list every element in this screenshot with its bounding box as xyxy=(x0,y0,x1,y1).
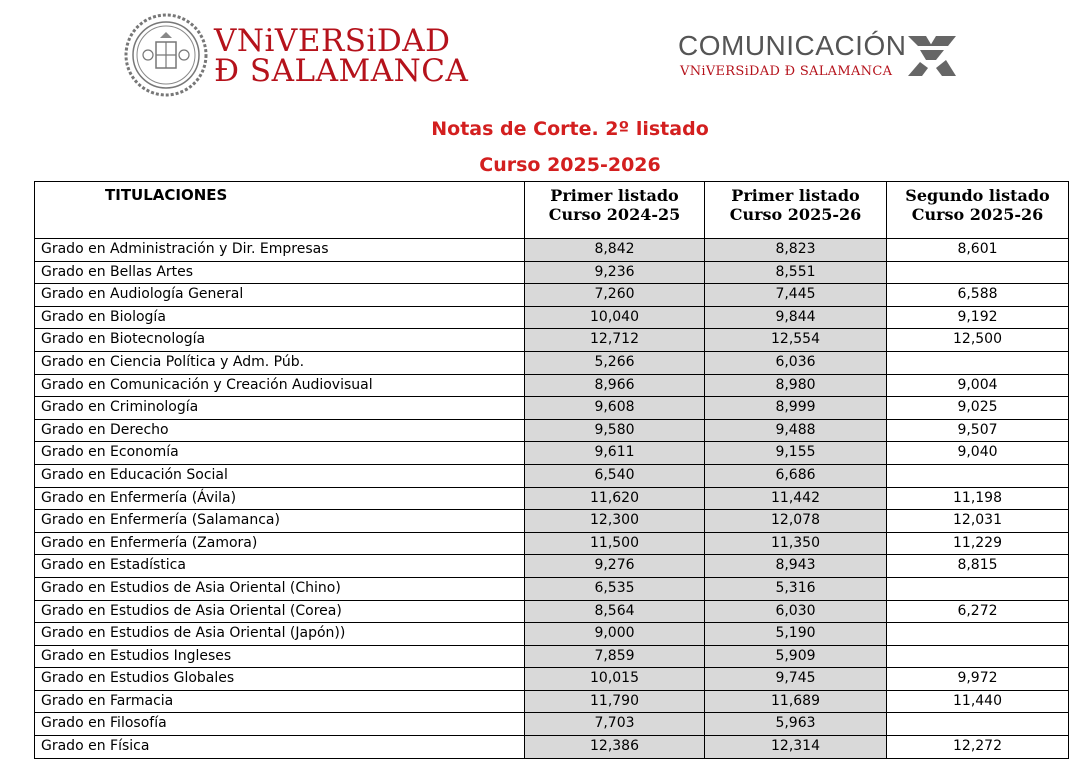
grade-2024-first-cell: 9,000 xyxy=(525,623,705,646)
grade-2025-second-cell: 11,229 xyxy=(887,532,1069,555)
table-row xyxy=(35,577,1069,600)
grade-2025-first-cell: 8,999 xyxy=(705,397,887,420)
grade-2024-first-cell: 7,703 xyxy=(525,713,705,736)
grade-2024-first-cell: 11,790 xyxy=(525,690,705,713)
grade-2025-second-cell: 11,440 xyxy=(887,690,1069,713)
table-row xyxy=(35,690,1069,713)
table-row xyxy=(35,555,1069,578)
table-row xyxy=(35,645,1069,668)
grade-2024-first-cell: 9,580 xyxy=(525,419,705,442)
grade-2024-first-cell: 12,386 xyxy=(525,736,705,759)
grade-2025-first-cell: 8,551 xyxy=(705,261,887,284)
grade-2025-first-cell: 6,686 xyxy=(705,464,887,487)
grade-2025-second-cell: 8,815 xyxy=(887,555,1069,578)
grade-2025-first-cell: 9,155 xyxy=(705,442,887,465)
table-row xyxy=(35,600,1069,623)
grade-2025-second-cell: 9,004 xyxy=(887,374,1069,397)
grade-2025-second-cell: 9,192 xyxy=(887,306,1069,329)
grade-2025-first-cell: 11,350 xyxy=(705,532,887,555)
degree-name-cell: Grado en Estudios de Asia Oriental (Chino) xyxy=(35,577,525,600)
table-row xyxy=(35,623,1069,646)
table-row xyxy=(35,306,1069,329)
degree-name-cell: Grado en Estudios Ingleses xyxy=(35,645,525,668)
grade-2024-first-cell: 11,500 xyxy=(525,532,705,555)
grade-2025-first-cell: 6,030 xyxy=(705,600,887,623)
grade-2024-first-cell: 8,842 xyxy=(525,239,705,262)
degree-name-cell: Grado en Filosofía xyxy=(35,713,525,736)
grade-2025-second-cell xyxy=(887,577,1069,600)
grade-2024-first-cell: 5,266 xyxy=(525,351,705,374)
table-row xyxy=(35,329,1069,352)
grade-2025-first-cell: 12,314 xyxy=(705,736,887,759)
grade-2025-second-cell xyxy=(887,261,1069,284)
column-header-label: Primer listado xyxy=(731,186,860,205)
degree-name-cell: Grado en Criminología xyxy=(35,397,525,420)
column-header-sublabel: Curso 2024-25 xyxy=(548,205,681,224)
grade-2025-first-cell: 12,554 xyxy=(705,329,887,352)
grade-2025-second-cell: 12,500 xyxy=(887,329,1069,352)
grade-2025-second-cell xyxy=(887,351,1069,374)
column-header-titulaciones xyxy=(35,182,525,239)
degree-name-cell: Grado en Estudios de Asia Oriental (Corea) xyxy=(35,600,525,623)
degree-name-cell: Grado en Biotecnología xyxy=(35,329,525,352)
grade-2025-second-cell: 8,601 xyxy=(887,239,1069,262)
grade-2025-first-cell: 12,078 xyxy=(705,510,887,533)
university-seal-icon xyxy=(122,12,210,98)
grade-2024-first-cell: 10,015 xyxy=(525,668,705,691)
grade-2025-second-cell xyxy=(887,623,1069,646)
column-header-sublabel: Curso 2025-26 xyxy=(911,205,1044,224)
grade-2025-first-cell: 6,036 xyxy=(705,351,887,374)
comunicacion-logo-subtitle: VNiVERSiDAD Ð SALAMANCA xyxy=(680,64,893,79)
grade-2025-second-cell: 9,040 xyxy=(887,442,1069,465)
grade-2025-first-cell: 9,488 xyxy=(705,419,887,442)
grade-2024-first-cell: 7,260 xyxy=(525,284,705,307)
table-header-row xyxy=(35,182,1069,239)
grades-table xyxy=(34,181,1069,759)
grade-2025-first-cell: 8,980 xyxy=(705,374,887,397)
grade-2025-second-cell: 9,972 xyxy=(887,668,1069,691)
grade-2024-first-cell: 6,535 xyxy=(525,577,705,600)
table-row xyxy=(35,442,1069,465)
column-header-primer-2024 xyxy=(525,182,705,239)
degree-name-cell: Grado en Bellas Artes xyxy=(35,261,525,284)
table-row xyxy=(35,374,1069,397)
grade-2025-first-cell: 11,689 xyxy=(705,690,887,713)
document-title: Notas de Corte. 2º listado xyxy=(431,118,709,140)
university-logo xyxy=(122,12,469,98)
table-row xyxy=(35,351,1069,374)
grade-2025-first-cell: 5,909 xyxy=(705,645,887,668)
grade-2025-second-cell xyxy=(887,645,1069,668)
grade-2025-first-cell: 11,442 xyxy=(705,487,887,510)
grade-2024-first-cell: 8,564 xyxy=(525,600,705,623)
table-row xyxy=(35,510,1069,533)
university-logo-line1: VNiVERSiDAD xyxy=(214,23,451,59)
grade-2025-second-cell: 6,272 xyxy=(887,600,1069,623)
degree-name-cell: Grado en Derecho xyxy=(35,419,525,442)
degree-name-cell: Grado en Física xyxy=(35,736,525,759)
grade-2024-first-cell: 9,608 xyxy=(525,397,705,420)
grade-2025-second-cell: 6,588 xyxy=(887,284,1069,307)
table-row xyxy=(35,419,1069,442)
degree-name-cell: Grado en Educación Social xyxy=(35,464,525,487)
degree-name-cell: Grado en Biología xyxy=(35,306,525,329)
grade-2024-first-cell: 9,276 xyxy=(525,555,705,578)
grade-2025-first-cell: 5,316 xyxy=(705,577,887,600)
column-header-primer-2025 xyxy=(705,182,887,239)
grade-2024-first-cell: 8,966 xyxy=(525,374,705,397)
grade-2025-second-cell: 9,025 xyxy=(887,397,1069,420)
comunicacion-mark-icon xyxy=(906,32,958,80)
table-row xyxy=(35,397,1069,420)
degree-name-cell: Grado en Enfermería (Salamanca) xyxy=(35,510,525,533)
grade-2024-first-cell: 10,040 xyxy=(525,306,705,329)
grade-2024-first-cell: 9,611 xyxy=(525,442,705,465)
table-row xyxy=(35,261,1069,284)
column-header-label: Segundo listado xyxy=(905,186,1050,205)
degree-name-cell: Grado en Audiología General xyxy=(35,284,525,307)
degree-name-cell: Grado en Administración y Dir. Empresas xyxy=(35,239,525,262)
grade-2024-first-cell: 7,859 xyxy=(525,645,705,668)
table-row xyxy=(35,713,1069,736)
grade-2025-first-cell: 7,445 xyxy=(705,284,887,307)
column-header-sublabel: Curso 2025-26 xyxy=(729,205,862,224)
university-logo-line2: Ð SALAMANCA xyxy=(214,53,469,89)
grade-2025-first-cell: 9,745 xyxy=(705,668,887,691)
grade-2024-first-cell: 6,540 xyxy=(525,464,705,487)
grade-2025-first-cell: 8,943 xyxy=(705,555,887,578)
grade-2025-first-cell: 5,190 xyxy=(705,623,887,646)
document-subtitle: Curso 2025-2026 xyxy=(479,154,661,176)
grade-2025-second-cell: 9,507 xyxy=(887,419,1069,442)
grade-2025-second-cell: 12,031 xyxy=(887,510,1069,533)
grade-2025-first-cell: 5,963 xyxy=(705,713,887,736)
degree-name-cell: Grado en Estudios Globales xyxy=(35,668,525,691)
grade-2025-second-cell: 12,272 xyxy=(887,736,1069,759)
comunicacion-logo xyxy=(678,30,978,90)
table-row xyxy=(35,239,1069,262)
column-header-label: TITULACIONES xyxy=(105,186,228,204)
degree-name-cell: Grado en Farmacia xyxy=(35,690,525,713)
grade-2024-first-cell: 11,620 xyxy=(525,487,705,510)
degree-name-cell: Grado en Comunicación y Creación Audiovisual xyxy=(35,374,525,397)
page-header xyxy=(0,0,1080,110)
comunicacion-logo-title: COMUNICACIÓN xyxy=(678,30,907,61)
degree-name-cell: Grado en Enfermería (Ávila) xyxy=(35,487,525,510)
table-row xyxy=(35,284,1069,307)
degree-name-cell: Grado en Enfermería (Zamora) xyxy=(35,532,525,555)
degree-name-cell: Grado en Estudios de Asia Oriental (Japón)) xyxy=(35,623,525,646)
grade-2025-second-cell: 11,198 xyxy=(887,487,1069,510)
university-logo-text xyxy=(214,23,469,89)
grade-2024-first-cell: 12,300 xyxy=(525,510,705,533)
grade-2025-first-cell: 9,844 xyxy=(705,306,887,329)
column-header-segundo-2025 xyxy=(887,182,1069,239)
grade-2024-first-cell: 12,712 xyxy=(525,329,705,352)
table-row xyxy=(35,532,1069,555)
table-row xyxy=(35,487,1069,510)
table-row xyxy=(35,668,1069,691)
table-row xyxy=(35,736,1069,759)
degree-name-cell: Grado en Ciencia Política y Adm. Púb. xyxy=(35,351,525,374)
degree-name-cell: Grado en Economía xyxy=(35,442,525,465)
degree-name-cell: Grado en Estadística xyxy=(35,555,525,578)
grade-2024-first-cell: 9,236 xyxy=(525,261,705,284)
column-header-label: Primer listado xyxy=(550,186,679,205)
table-row xyxy=(35,464,1069,487)
grade-2025-second-cell xyxy=(887,464,1069,487)
grade-2025-second-cell xyxy=(887,713,1069,736)
grade-2025-first-cell: 8,823 xyxy=(705,239,887,262)
